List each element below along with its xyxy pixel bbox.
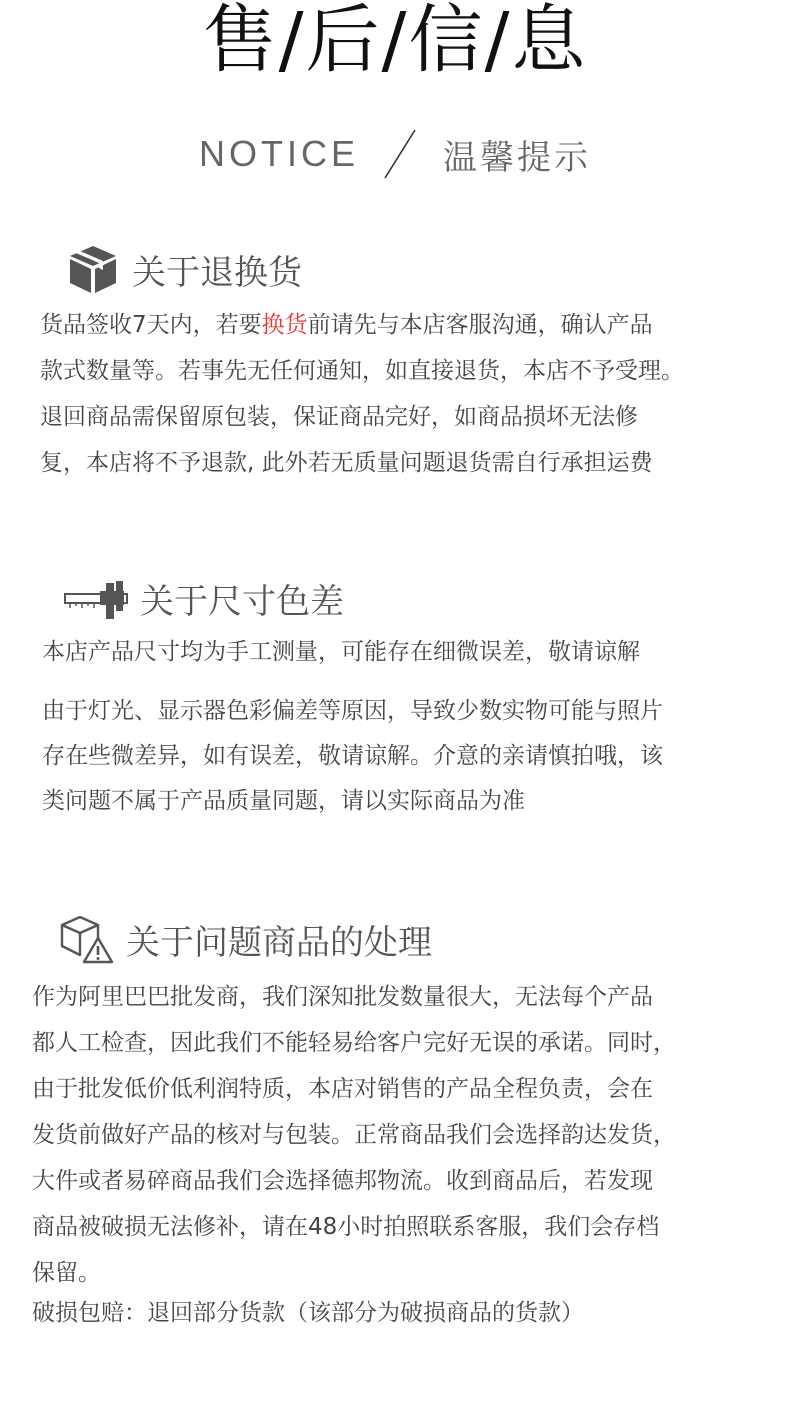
section-damaged-heading bbox=[60, 914, 432, 964]
page-title: 售/后/信/息 bbox=[202, 0, 588, 83]
returns-text-before: 货品签收7天内，若要 bbox=[40, 312, 262, 338]
section-damaged-paragraph-2: 破损包赔：退回部分货款（该部分为破损商品的货款） bbox=[32, 1300, 584, 1326]
section-damaged-paragraph-1: 作为阿里巴巴批发商，我们深知批发数量很大，无法每个产品 都人工检查，因此我们不能轻易给客户完好无误的承诺。同时， 由于批发低价低利润特质，本店对销售的产品全程负责，会在 发货前做好产品的核对与包装。正常商品我们会选择韵达发货， 大件或者易碎商品我们会选择德邦物流。收到商品后，若发现 商品被破损无法修补，请在48小时拍照联系客服，我们会存档 保留。 bbox=[32, 984, 676, 1286]
slash-divider bbox=[381, 128, 421, 180]
exchange-highlight: 换货 bbox=[261, 312, 308, 338]
section-returns-paragraph bbox=[40, 302, 684, 486]
caliper-ruler-icon bbox=[64, 577, 128, 621]
returns-text-after: 前请先与本店客服沟通，确认产品 款式数量等。若事先无任何通知，如直接退货，本店不予受理。 退回商品需保留原包装，保证商品完好，如商品损坏无法修 复，本店将不予退款, 此外若无质量问题退货需自行承担运费 bbox=[40, 312, 684, 476]
section-size-paragraph-1: 本店产品尺寸均为手工测量，可能存在细微误差，敬请谅解 bbox=[42, 639, 640, 665]
section-returns-heading bbox=[66, 242, 302, 296]
section-damaged-title: 关于问题商品的处理 bbox=[126, 922, 432, 963]
section-size-heading bbox=[64, 574, 344, 623]
section-size-title: 关于尺寸色差 bbox=[140, 582, 344, 622]
package-box-icon bbox=[66, 242, 120, 296]
section-size-paragraph-2: 由于灯光、显示器色彩偏差等原因，导致少数实物可能与照片 存在些微差异，如有误差，敬请谅解。介意的亲请慎拍哦，该 类问题不属于产品质量同题，请以实际商品为准 bbox=[42, 698, 663, 814]
notice-cn-label: 温馨提示 bbox=[443, 137, 591, 178]
section-returns-title: 关于退换货 bbox=[132, 252, 302, 293]
notice-subtitle bbox=[0, 126, 790, 182]
damaged-box-warning-icon bbox=[60, 914, 114, 964]
notice-en-label: NOTICE bbox=[198, 133, 359, 174]
